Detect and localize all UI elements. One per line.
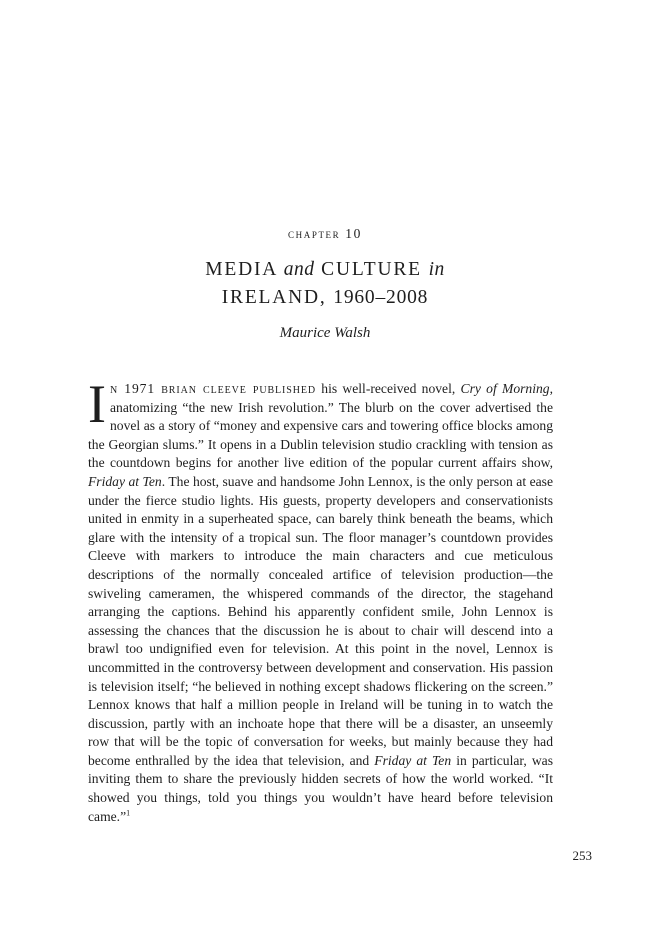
body-segment-1: his well-received novel, [316, 381, 461, 396]
title-part-1: MEDIA [205, 259, 284, 280]
title-part-3: IRELAND, [221, 287, 334, 308]
body-segment-4: in particular, was inviting them to share the previously hidden secrets of how the world worked. “It showed you things, told you things you wouldn’t have heard before television came.” [88, 752, 553, 824]
page-number: 253 [572, 848, 592, 863]
author-name: Maurice Walsh [279, 325, 371, 341]
title-and: and [283, 259, 315, 280]
show-title-2: Friday at Ten [374, 752, 452, 768]
chapter-label: chapter 10 [288, 226, 362, 241]
body-segment-2: , anatomizing “the new Irish revolution.” The blurb on the cover advertised the novel as a story of “money and expensive cars and towering office blocks among the Georgian slums.” It opens in a Dublin television studio crackling with tension as the countdown begins for another live edition of the popular current affairs show, [88, 381, 553, 471]
book-title: Cry of Morning [460, 381, 550, 396]
drop-cap: I [88, 374, 106, 434]
title-in: in [428, 259, 445, 280]
body-segment-3: . The host, suave and handsome John Lennox, is the only person at ease under the fierce studio lights. His guests, property developers and conservationists united in enmity in a superheated space, can barely think beneath the beams, which glare with the intensity of a tropical sun. The floor manager’s countdown provides Cleeve with markers to introduce the main characters and cue meticulous descriptions of the normally concealed artifice of television production—the swiveling cameramen, the whispered commands of the director, the stagehand arranging the captions. Behind his apparently confident smile, John Lennox is assessing the chances that the discussion he is about to chair will descend into a brawl too undignified even for television. At this point in the novel, Lennox is uncommitted in the controversy between development and conservation. His passion is television itself; “he believed in nothing except shadows flickering on the screen.” Lennox knows that half a million people in Ireland will be tuning in to watch the discussion, partly with an inchoate hope that there will be a disaster, an unseemly row that will be the topic of conversation for weeks, but mainly because they had become enthralled by the idea that television, and [88, 473, 553, 768]
chapter-title [0, 256, 650, 312]
body-paragraph [88, 374, 553, 826]
footnote-marker[interactable]: 1 [126, 808, 131, 818]
title-part-2: CULTURE [314, 259, 429, 280]
lead-in: n 1971 brian cleeve published [109, 381, 317, 396]
title-years: 1960–2008 [333, 287, 429, 308]
show-title-1: Friday at Ten [88, 473, 162, 489]
